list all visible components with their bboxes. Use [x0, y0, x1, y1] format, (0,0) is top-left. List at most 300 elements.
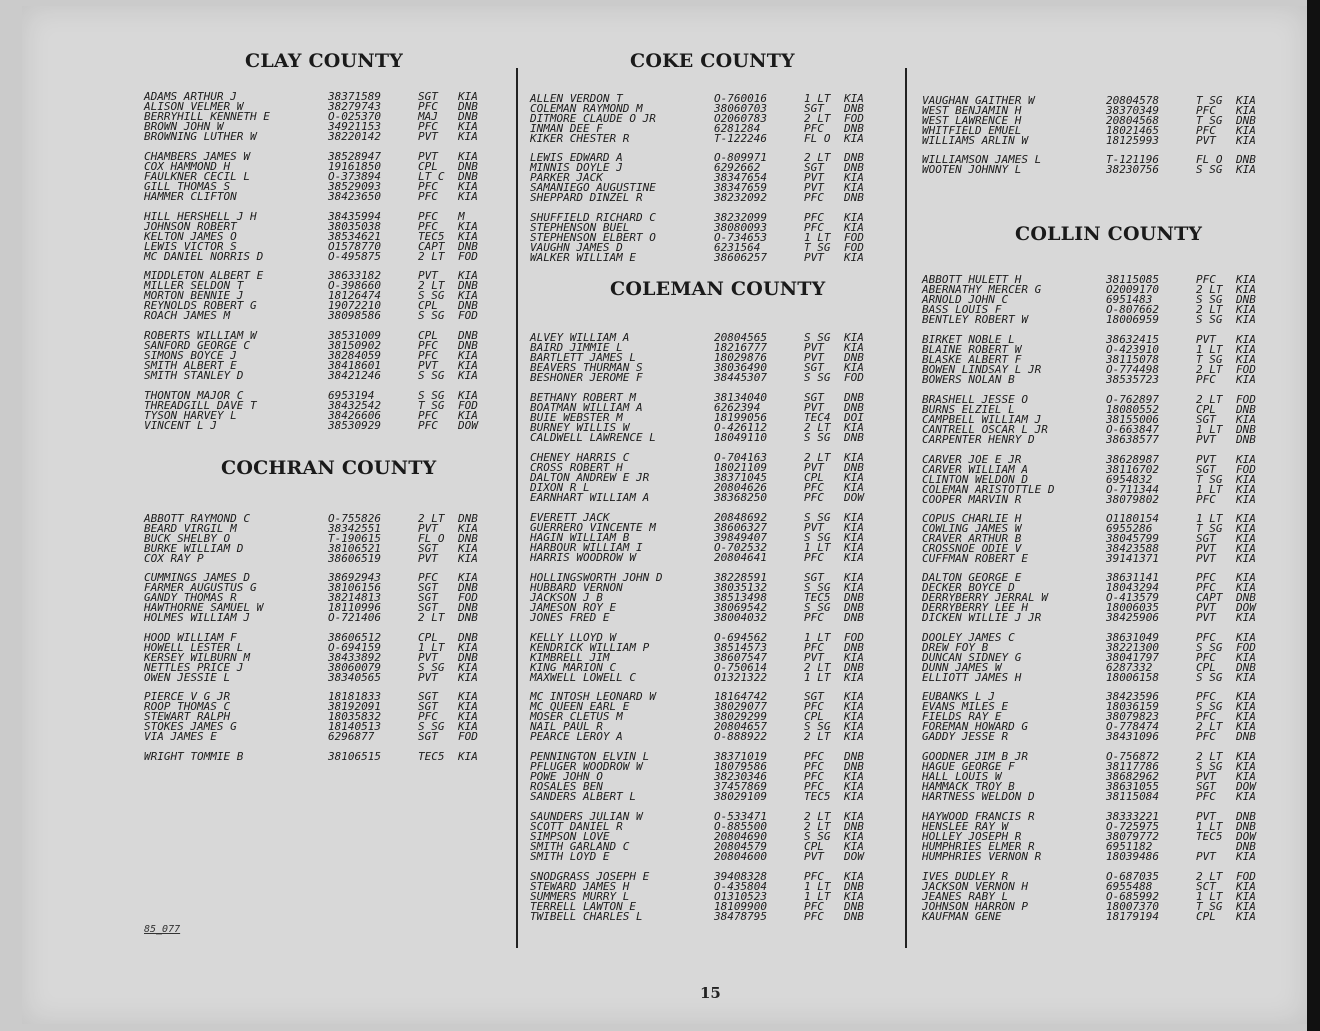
- county-title-cochran: COCHRAN COUNTY: [221, 457, 437, 479]
- entry-serial: O1310523: [714, 890, 767, 903]
- entry-serial: 38036490: [714, 361, 767, 374]
- entry-name: CUFFMAN ROBERT E: [922, 552, 1028, 565]
- entry-status: KIA: [458, 389, 478, 402]
- entry-rank: PFC: [804, 611, 824, 624]
- entry-rank: SGT: [418, 90, 438, 103]
- entry-rank: PFC: [804, 122, 824, 135]
- entry-status: KIA: [458, 641, 478, 654]
- entry-name: HOLLEY JOSEPH R: [922, 830, 1022, 843]
- entry-name: MC QUEEN EARL E: [530, 700, 630, 713]
- entry-serial: O-663847: [1106, 423, 1159, 436]
- entry-serial: 19161850: [328, 160, 381, 173]
- entry-rank: PVT: [1196, 770, 1216, 783]
- entry-rank: PFC: [804, 770, 824, 783]
- entry-status: KIA: [458, 750, 478, 763]
- entry-name: WALKER WILLIAM E: [530, 251, 636, 264]
- entry-status: DNB: [844, 760, 864, 773]
- entry-rank: SGT: [804, 571, 824, 584]
- entry-name: BEAVERS THURMAN S: [530, 361, 643, 374]
- entry-rank: SGT: [1196, 463, 1216, 476]
- entry-rank: PFC: [804, 481, 824, 494]
- entry-rank: CPL: [804, 471, 824, 484]
- entry-rank: SGT: [1196, 532, 1216, 545]
- entry-name: OWEN JESSIE L: [144, 671, 231, 684]
- entry-rank: S SG: [804, 531, 831, 544]
- entry-serial: 18039486: [1106, 850, 1159, 863]
- entry-name: HAWTHORNE SAMUEL W: [144, 601, 264, 614]
- entry-name: MC INTOSH LEONARD W: [530, 690, 656, 703]
- entry-status: DNB: [1236, 293, 1256, 306]
- entry-status: KIA: [1236, 313, 1256, 326]
- entry-name: SMITH ALBERT E: [144, 359, 237, 372]
- entry-status: KIA: [458, 690, 478, 703]
- entry-name: GUERRERO VINCENTE M: [530, 521, 656, 534]
- entry-name: KING MARION C: [530, 661, 617, 674]
- entry-status: DOI: [844, 411, 864, 424]
- entry-status: DNB: [844, 102, 864, 115]
- entry-serial: 18006158: [1106, 671, 1159, 684]
- entry-name: ARNOLD JOHN C: [922, 293, 1009, 306]
- entry-name: LEWIS EDWARD A: [530, 151, 623, 164]
- entry-name: BESHONER JEROME F: [530, 371, 643, 384]
- entry-status: KIA: [1236, 512, 1256, 525]
- entry-name: HUBBARD VERNON: [530, 581, 623, 594]
- entry-rank: T SG: [1196, 94, 1223, 107]
- entry-status: KIA: [458, 130, 478, 143]
- entry-status: KIA: [1236, 542, 1256, 555]
- entry-rank: PFC: [418, 349, 438, 362]
- entry-serial: 38228591: [714, 571, 767, 584]
- entry-serial: 38342551: [328, 522, 381, 535]
- entry-name: CROSSNOE ODIE V: [922, 542, 1022, 555]
- column-divider-2: [905, 68, 907, 948]
- entry-serial: 18021465: [1106, 124, 1159, 137]
- entry-name: WEST LAWRENCE H: [922, 114, 1022, 127]
- entry-rank: PFC: [1196, 273, 1216, 286]
- entry-name: DERRYBERRY JERRAL W: [922, 591, 1048, 604]
- entry-name: JOHNSON HARRON P: [922, 900, 1028, 913]
- entry-rank: PFC: [804, 700, 824, 713]
- entry-status: KIA: [1236, 760, 1256, 773]
- entry-serial: O-774498: [1106, 363, 1159, 376]
- entry-name: SANDERS ALBERT L: [530, 790, 636, 803]
- entry-name: INMAN DEE F: [530, 122, 603, 135]
- entry-rank: PFC: [1196, 124, 1216, 137]
- entry-rank: S SG: [1196, 313, 1223, 326]
- entry-rank: CPL: [418, 160, 438, 173]
- entry-serial: 38513498: [714, 591, 767, 604]
- entry-serial: 38631055: [1106, 780, 1159, 793]
- entry-status: FOD: [1236, 393, 1256, 406]
- entry-rank: 2 LT: [418, 250, 445, 263]
- entry-status: KIA: [844, 671, 864, 684]
- entry-name: KELTON JAMES O: [144, 230, 237, 243]
- entry-serial: O-373894: [328, 170, 381, 183]
- entry-name: STEPHENSON BUEL: [530, 221, 630, 234]
- entry-rank: S SG: [418, 289, 445, 302]
- entry-rank: 2 LT: [804, 730, 831, 743]
- entry-name: ALLEN VERDON T: [530, 92, 623, 105]
- entry-rank: PVT: [804, 171, 824, 184]
- entry-rank: 1 LT: [804, 631, 831, 644]
- entry-status: KIA: [458, 700, 478, 713]
- entry-status: KIA: [1236, 690, 1256, 703]
- entry-name: VIA JAMES E: [144, 730, 217, 743]
- entry-serial: 38080093: [714, 221, 767, 234]
- entry-rank: PFC: [1196, 104, 1216, 117]
- entry-status: DOW: [1236, 780, 1256, 793]
- entry-serial: 6951182: [1106, 840, 1153, 853]
- entry-status: DNB: [844, 461, 864, 474]
- entry-status: KIA: [1236, 104, 1256, 117]
- entry-name: EARNHART WILLIAM A: [530, 491, 650, 504]
- entry-name: HAMMACK TROY B: [922, 780, 1015, 793]
- entry-rank: T SG: [1196, 473, 1223, 486]
- entry-name: PIERCE V G JR: [144, 690, 231, 703]
- entry-name: SAMANIEGO AUGUSTINE: [530, 181, 656, 194]
- entry-serial: O-762897: [1106, 393, 1159, 406]
- entry-status: FOD: [1236, 463, 1256, 476]
- entry-serial: 20804657: [714, 720, 767, 733]
- entry-rank: T SG: [1196, 353, 1223, 366]
- entry-name: HOLMES WILLIAM J: [144, 611, 250, 624]
- entry-serial: 20804600: [714, 850, 767, 863]
- entry-serial: 38106156: [328, 581, 381, 594]
- entry-serial: 18110996: [328, 601, 381, 614]
- entry-status: DNB: [844, 401, 864, 414]
- entry-status: DNB: [844, 661, 864, 674]
- entry-serial: O1578770: [328, 240, 381, 253]
- scan-edge: [1307, 0, 1320, 1031]
- entry-status: DNB: [844, 900, 864, 913]
- entry-name: BURNS ELZIEL L: [922, 403, 1015, 416]
- entry-serial: 38633182: [328, 269, 381, 282]
- entry-serial: O-734653: [714, 231, 767, 244]
- entry-rank: 2 LT: [1196, 303, 1223, 316]
- entry-status: KIA: [844, 181, 864, 194]
- entry-name: GANDY THOMAS R: [144, 591, 237, 604]
- entry-serial: O-398660: [328, 279, 381, 292]
- entry-status: KIA: [844, 690, 864, 703]
- entry-serial: 18036159: [1106, 700, 1159, 713]
- entry-name: HAGUE GEORGE F: [922, 760, 1015, 773]
- entry-rank: CPL: [1196, 910, 1216, 923]
- entry-rank: T SG: [418, 399, 445, 412]
- entry-rank: PFC: [418, 190, 438, 203]
- entry-name: JONES FRED E: [530, 611, 610, 624]
- entry-name: ABBOTT RAYMOND C: [144, 512, 250, 525]
- entry-serial: 38418601: [328, 359, 381, 372]
- entry-name: PEARCE LEROY A: [530, 730, 623, 743]
- entry-name: VAUGHN JAMES D: [530, 241, 623, 254]
- entry-serial: 6281284: [714, 122, 761, 135]
- entry-name: HILL HERSHELL J H: [144, 210, 257, 223]
- entry-status: KIA: [458, 522, 478, 535]
- entry-name: IVES DUDLEY R: [922, 870, 1009, 883]
- entry-serial: 38423650: [328, 190, 381, 203]
- entry-rank: 2 LT: [1196, 870, 1223, 883]
- entry-name: DOOLEY JAMES C: [922, 631, 1015, 644]
- entry-rank: 2 LT: [418, 279, 445, 292]
- entry-rank: 1 LT: [804, 541, 831, 554]
- entry-name: NETTLES PRICE J: [144, 661, 244, 674]
- entry-name: HALL LOUIS W: [922, 770, 1002, 783]
- entry-name: STEPHENSON ELBERT O: [530, 231, 656, 244]
- entry-status: KIA: [844, 571, 864, 584]
- entry-serial: 18006035: [1106, 601, 1159, 614]
- entry-name: ABBOTT HULETT H: [922, 273, 1022, 286]
- entry-name: CLINTON WELDON D: [922, 473, 1028, 486]
- entry-serial: 38230756: [1106, 163, 1159, 176]
- entry-status: KIA: [844, 421, 864, 434]
- entry-serial: 38220142: [328, 130, 381, 143]
- entry-serial: O-702532: [714, 541, 767, 554]
- entry-name: COX HAMMOND H: [144, 160, 231, 173]
- entry-status: DNB: [458, 279, 478, 292]
- entry-rank: SGT: [804, 391, 824, 404]
- entry-rank: S SG: [804, 511, 831, 524]
- entry-rank: PFC: [804, 760, 824, 773]
- entry-status: KIA: [844, 521, 864, 534]
- entry-serial: 38371589: [328, 90, 381, 103]
- entry-name: HOOD WILLIAM F: [144, 631, 237, 644]
- entry-serial: O-495875: [328, 250, 381, 263]
- entry-status: KIA: [458, 220, 478, 233]
- entry-name: EUBANKS L J: [922, 690, 995, 703]
- entry-rank: S SG: [804, 371, 831, 384]
- entry-rank: FL O: [804, 132, 831, 145]
- entry-status: KIA: [1236, 750, 1256, 763]
- entry-name: WRIGHT TOMMIE B: [144, 750, 244, 763]
- entry-serial: 38528947: [328, 150, 381, 163]
- entry-serial: 38368250: [714, 491, 767, 504]
- entry-serial: 20848692: [714, 511, 767, 524]
- entry-status: KIA: [1236, 413, 1256, 426]
- entry-serial: T-121196: [1106, 153, 1159, 166]
- entry-serial: 38279743: [328, 100, 381, 113]
- entry-status: DNB: [1236, 840, 1256, 853]
- entry-status: KIA: [844, 730, 864, 743]
- entry-serial: 38004032: [714, 611, 767, 624]
- entry-rank: S SG: [1196, 293, 1223, 306]
- entry-serial: 38115078: [1106, 353, 1159, 366]
- entry-serial: O-423910: [1106, 343, 1159, 356]
- entry-rank: PFC: [418, 571, 438, 584]
- entry-name: KIMBRELL JIM: [530, 651, 610, 664]
- entry-serial: O-725975: [1106, 820, 1159, 833]
- entry-serial: 38333221: [1106, 810, 1159, 823]
- entry-serial: 38423588: [1106, 542, 1159, 555]
- entry-serial: 38214813: [328, 591, 381, 604]
- entry-name: BOATMAN WILLIAM A: [530, 401, 643, 414]
- entry-name: ABERNATHY MERCER G: [922, 283, 1042, 296]
- entry-serial: 38035132: [714, 581, 767, 594]
- entry-serial: 18216777: [714, 341, 767, 354]
- entry-status: KIA: [1236, 700, 1256, 713]
- entry-rank: CPL: [418, 631, 438, 644]
- entry-name: BERRYHILL KENNETH E: [144, 110, 270, 123]
- entry-serial: 38431096: [1106, 730, 1159, 743]
- entry-status: KIA: [458, 542, 478, 555]
- entry-serial: 38060079: [328, 661, 381, 674]
- entry-status: DNB: [844, 820, 864, 833]
- entry-status: DNB: [844, 880, 864, 893]
- entry-rank: SGT: [418, 700, 438, 713]
- entry-status: FOD: [844, 371, 864, 384]
- entry-name: CAMPBELL WILLIAM J: [922, 413, 1042, 426]
- entry-serial: O-025370: [328, 110, 381, 123]
- entry-rank: SGT: [418, 690, 438, 703]
- entry-rank: SGT: [418, 591, 438, 604]
- entry-rank: 2 LT: [804, 451, 831, 464]
- entry-serial: 38435994: [328, 210, 381, 223]
- entry-name: PENNINGTON ELVIN L: [530, 750, 650, 763]
- entry-serial: 38606519: [328, 552, 381, 565]
- entry-serial: 38029077: [714, 700, 767, 713]
- entry-name: BRASHELL JESSE O: [922, 393, 1028, 406]
- entry-serial: 18079586: [714, 760, 767, 773]
- entry-status: KIA: [844, 551, 864, 564]
- entry-rank: PFC: [804, 870, 824, 883]
- entry-status: KIA: [458, 349, 478, 362]
- entry-status: KIA: [458, 720, 478, 733]
- entry-name: BARTLETT JAMES L: [530, 351, 636, 364]
- entry-status: KIA: [844, 481, 864, 494]
- entry-serial: O-694562: [714, 631, 767, 644]
- entry-serial: 19072210: [328, 299, 381, 312]
- entry-rank: 2 LT: [804, 112, 831, 125]
- entry-name: DUNN JAMES W: [922, 661, 1002, 674]
- entry-name: REYNOLDS ROBERT G: [144, 299, 257, 312]
- entry-status: KIA: [458, 409, 478, 422]
- entry-rank: PFC: [1196, 790, 1216, 803]
- entry-name: COWLING JAMES W: [922, 522, 1022, 535]
- entry-serial: O1180154: [1106, 512, 1159, 525]
- entry-serial: 6287332: [1106, 661, 1153, 674]
- entry-serial: O-687035: [1106, 870, 1159, 883]
- entry-name: DUNCAN SIDNEY G: [922, 651, 1022, 664]
- entry-serial: O1321322: [714, 671, 767, 684]
- entry-serial: 38035038: [328, 220, 381, 233]
- entry-name: COOPER MARVIN R: [922, 493, 1022, 506]
- entry-rank: PFC: [804, 780, 824, 793]
- entry-name: MOSER CLETUS M: [530, 710, 623, 723]
- entry-status: KIA: [1236, 333, 1256, 346]
- entry-rank: SGT: [418, 730, 438, 743]
- entry-rank: 2 LT: [418, 611, 445, 624]
- entry-rank: 2 LT: [804, 421, 831, 434]
- entry-serial: 18125993: [1106, 134, 1159, 147]
- entry-rank: SGT: [1196, 780, 1216, 793]
- entry-status: KIA: [458, 552, 478, 565]
- entry-name: KAUFMAN GENE: [922, 910, 1002, 923]
- entry-serial: 38632415: [1106, 333, 1159, 346]
- entry-status: DOW: [1236, 830, 1256, 843]
- entry-serial: 18007370: [1106, 900, 1159, 913]
- entry-name: BLASKE ALBERT F: [922, 353, 1022, 366]
- entry-serial: O2060783: [714, 112, 767, 125]
- entry-serial: 38607547: [714, 651, 767, 664]
- entry-serial: 38529093: [328, 180, 381, 193]
- county-title-coke: COKE COUNTY: [630, 50, 795, 72]
- entry-rank: PVT: [418, 150, 438, 163]
- entry-serial: 38638577: [1106, 433, 1159, 446]
- entry-status: KIA: [844, 770, 864, 783]
- entry-status: KIA: [844, 132, 864, 145]
- entry-serial: O-807662: [1106, 303, 1159, 316]
- entry-rank: TEC5: [418, 230, 445, 243]
- entry-name: COX RAY P: [144, 552, 204, 565]
- entry-rank: PFC: [418, 409, 438, 422]
- entry-status: KIA: [844, 221, 864, 234]
- entry-status: KIA: [458, 671, 478, 684]
- entry-name: SIMPSON LOVE: [530, 830, 610, 843]
- entry-status: KIA: [1236, 483, 1256, 496]
- entry-serial: 38371045: [714, 471, 767, 484]
- entry-rank: PFC: [1196, 690, 1216, 703]
- entry-name: SUMMERS MURRY L: [530, 890, 630, 903]
- entry-serial: 20804690: [714, 830, 767, 843]
- entry-rank: PVT: [804, 461, 824, 474]
- entry-rank: T SG: [1196, 900, 1223, 913]
- entry-rank: TEC5: [804, 790, 831, 803]
- entry-rank: 1 LT: [1196, 423, 1223, 436]
- entry-name: DICKEN WILLIE J JR: [922, 611, 1042, 624]
- entry-rank: PVT: [804, 341, 824, 354]
- entry-serial: O-756872: [1106, 750, 1159, 763]
- entry-serial: 18049110: [714, 431, 767, 444]
- entry-name: CUMMINGS JAMES D: [144, 571, 250, 584]
- entry-name: ROACH JAMES M: [144, 309, 231, 322]
- entry-serial: 20804565: [714, 331, 767, 344]
- entry-serial: 20804626: [714, 481, 767, 494]
- entry-rank: TEC4: [804, 411, 831, 424]
- entry-rank: PFC: [1196, 493, 1216, 506]
- entry-name: BURKE WILLIAM D: [144, 542, 244, 555]
- entry-status: KIA: [1236, 283, 1256, 296]
- entry-status: KIA: [844, 651, 864, 664]
- entry-name: BOWERS NOLAN B: [922, 373, 1015, 386]
- entry-status: KIA: [844, 451, 864, 464]
- entry-name: DERRYBERRY LEE H: [922, 601, 1028, 614]
- entry-status: KIA: [1236, 631, 1256, 644]
- entry-name: BOWEN LINDSAY L JR: [922, 363, 1042, 376]
- entry-serial: O-685992: [1106, 890, 1159, 903]
- entry-serial: 38106515: [328, 750, 381, 763]
- entry-status: FOD: [458, 591, 478, 604]
- entry-status: KIA: [1236, 552, 1256, 565]
- entry-serial: 20804578: [1106, 94, 1159, 107]
- entry-name: POWE JOHN O: [530, 770, 603, 783]
- entry-rank: PFC: [804, 221, 824, 234]
- entry-serial: O2009170: [1106, 283, 1159, 296]
- entry-status: KIA: [1236, 890, 1256, 903]
- entry-serial: 38531009: [328, 329, 381, 342]
- entry-name: KELLY LLOYD W: [530, 631, 617, 644]
- entry-name: JAMESON ROY E: [530, 601, 617, 614]
- entry-rank: FL O: [1196, 153, 1223, 166]
- entry-rank: PVT: [1196, 542, 1216, 555]
- entry-status: KIA: [844, 471, 864, 484]
- entry-serial: O-885500: [714, 820, 767, 833]
- entry-status: DNB: [458, 329, 478, 342]
- entry-rank: PFC: [418, 100, 438, 113]
- entry-rank: PVT: [1196, 552, 1216, 565]
- entry-rank: SGT: [804, 690, 824, 703]
- entry-status: DNB: [844, 750, 864, 763]
- entry-rank: MAJ: [418, 110, 438, 123]
- entry-serial: 6955488: [1106, 880, 1153, 893]
